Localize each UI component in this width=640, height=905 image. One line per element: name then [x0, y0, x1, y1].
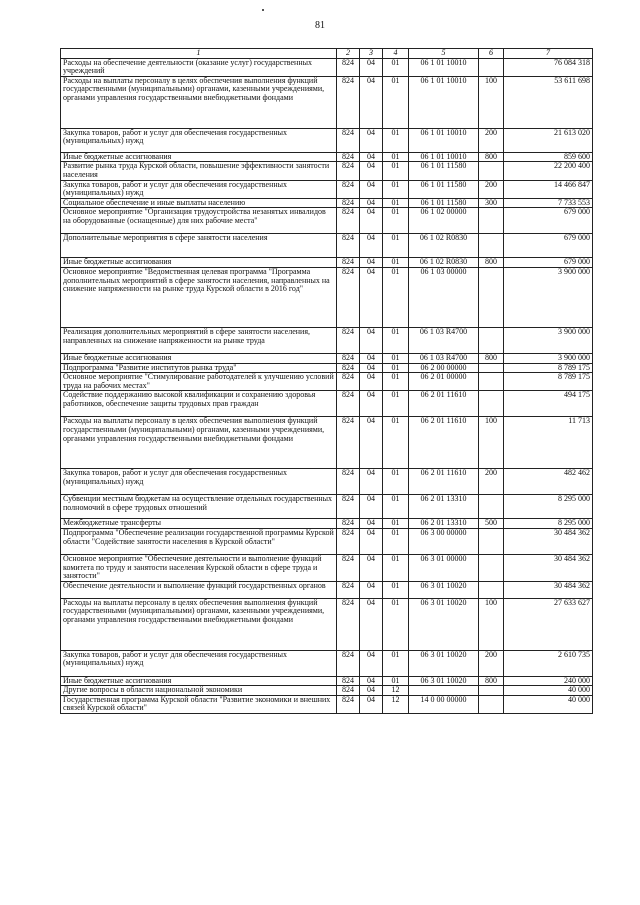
- row-description: Основное мероприятие "Ведомственная целевая программа "Программа дополнительных мероприятий в сфере занятости населения, направленных на снижение напряженности на рынке труда Курской области в 2016 год": [61, 267, 337, 327]
- row-code-expense-type: 200: [479, 650, 504, 676]
- row-code-ministry: 824: [337, 373, 360, 391]
- row-code-expense-type: [479, 208, 504, 234]
- table-row: [61, 391, 593, 417]
- table-row: [61, 495, 593, 519]
- row-code-expense-type: 200: [479, 128, 504, 152]
- row-code-ministry: 824: [337, 363, 360, 373]
- row-code-ministry: 824: [337, 162, 360, 180]
- row-amount: 30 484 362: [504, 528, 593, 554]
- row-description: Дополнительные мероприятия в сфере занятости населения: [61, 234, 337, 258]
- row-code-ministry: 824: [337, 598, 360, 650]
- row-code-subsection: 01: [383, 152, 409, 162]
- row-code-expense-type: [479, 363, 504, 373]
- row-amount: 14 466 847: [504, 180, 593, 198]
- row-code-ministry: 824: [337, 353, 360, 363]
- row-code-subsection: 01: [383, 327, 409, 353]
- table-row: [61, 695, 593, 713]
- row-code-ministry: 824: [337, 267, 360, 327]
- row-code-subsection: 01: [383, 76, 409, 128]
- row-code-target-article: 06 1 02 R0830: [409, 258, 479, 268]
- row-code-target-article: [409, 686, 479, 696]
- row-code-section: 04: [360, 267, 383, 327]
- table-row: [61, 58, 593, 76]
- column-header: 6: [479, 49, 504, 59]
- row-description: Другие вопросы в области национальной экономики: [61, 686, 337, 696]
- row-code-expense-type: [479, 234, 504, 258]
- row-code-target-article: 06 1 01 10010: [409, 58, 479, 76]
- row-code-section: 04: [360, 76, 383, 128]
- row-code-section: 04: [360, 258, 383, 268]
- row-code-section: 04: [360, 695, 383, 713]
- row-code-expense-type: [479, 58, 504, 76]
- row-description: Реализация дополнительных мероприятий в сфере занятости населения, направленных на снижение напряженности на рынке труда: [61, 327, 337, 353]
- row-code-target-article: 06 2 01 11610: [409, 417, 479, 469]
- row-code-subsection: 01: [383, 363, 409, 373]
- row-code-ministry: 824: [337, 417, 360, 469]
- row-code-target-article: 06 3 01 10020: [409, 581, 479, 598]
- row-code-subsection: 01: [383, 180, 409, 198]
- row-code-expense-type: [479, 581, 504, 598]
- row-code-expense-type: [479, 554, 504, 581]
- row-code-target-article: 06 2 01 11610: [409, 469, 479, 495]
- row-code-section: 04: [360, 417, 383, 469]
- row-code-target-article: 06 1 02 00000: [409, 208, 479, 234]
- row-code-ministry: 824: [337, 152, 360, 162]
- column-header: 3: [360, 49, 383, 59]
- row-amount: 11 713: [504, 417, 593, 469]
- row-code-subsection: 01: [383, 128, 409, 152]
- row-description: Субвенции местным бюджетам на осуществление отдельных государственных полномочий в сфере трудовых отношений: [61, 495, 337, 519]
- row-code-section: 04: [360, 495, 383, 519]
- row-description: Основное мероприятие "Организация трудоустройства незанятых инвалидов на оборудованные (оснащенные) для них рабочие места": [61, 208, 337, 234]
- row-code-target-article: 06 1 02 R0830: [409, 234, 479, 258]
- row-code-expense-type: 100: [479, 76, 504, 128]
- row-code-subsection: 01: [383, 417, 409, 469]
- row-code-section: 04: [360, 327, 383, 353]
- row-code-target-article: 06 3 00 00000: [409, 528, 479, 554]
- row-code-section: 04: [360, 686, 383, 696]
- row-code-target-article: 06 2 01 00000: [409, 373, 479, 391]
- row-code-ministry: 824: [337, 495, 360, 519]
- row-description: Развитие рынка труда Курской области, повышение эффективности занятости населения: [61, 162, 337, 180]
- row-code-ministry: 824: [337, 581, 360, 598]
- row-code-target-article: 06 1 03 R4700: [409, 353, 479, 363]
- row-code-section: 04: [360, 650, 383, 676]
- row-code-subsection: 01: [383, 208, 409, 234]
- row-amount: 40 000: [504, 686, 593, 696]
- row-code-section: 04: [360, 519, 383, 529]
- column-header: 5: [409, 49, 479, 59]
- row-code-target-article: 06 1 03 R4700: [409, 327, 479, 353]
- table-row: [61, 180, 593, 198]
- row-code-expense-type: 300: [479, 198, 504, 208]
- row-code-section: 04: [360, 152, 383, 162]
- row-code-ministry: 824: [337, 686, 360, 696]
- page-number: 81: [315, 20, 325, 31]
- row-code-target-article: 06 1 01 11580: [409, 180, 479, 198]
- row-amount: 7 733 553: [504, 198, 593, 208]
- row-code-expense-type: [479, 695, 504, 713]
- row-code-subsection: 01: [383, 676, 409, 686]
- table-row: [61, 469, 593, 495]
- table-header-row: [61, 49, 593, 59]
- row-code-ministry: 824: [337, 180, 360, 198]
- row-description: Содействие поддержанию высокой квалификации и сохранению здоровья работников, обеспечение защиты трудовых прав граждан: [61, 391, 337, 417]
- row-code-ministry: 824: [337, 554, 360, 581]
- table-body: [61, 58, 593, 713]
- row-code-expense-type: [479, 686, 504, 696]
- row-description: Расходы на выплаты персоналу в целях обеспечения выполнения функций государственными (муниципальными) органами, казенными учреждениями, органами управления государственными внебюджетными фондами: [61, 76, 337, 128]
- row-code-section: 04: [360, 554, 383, 581]
- row-code-ministry: 824: [337, 528, 360, 554]
- table-row: [61, 267, 593, 327]
- row-code-subsection: 01: [383, 650, 409, 676]
- row-code-subsection: 01: [383, 581, 409, 598]
- row-code-section: 04: [360, 581, 383, 598]
- table-row: [61, 208, 593, 234]
- row-code-section: 04: [360, 180, 383, 198]
- row-description: Расходы на выплаты персоналу в целях обеспечения выполнения функций государственными (муниципальными) органами, казенными учреждениями, органами управления государственными внебюджетными фондами: [61, 417, 337, 469]
- row-amount: 3 900 000: [504, 353, 593, 363]
- row-amount: 482 462: [504, 469, 593, 495]
- table-row: [61, 363, 593, 373]
- row-code-ministry: 824: [337, 58, 360, 76]
- row-code-subsection: 01: [383, 469, 409, 495]
- row-code-expense-type: 800: [479, 258, 504, 268]
- row-description: Иные бюджетные ассигнования: [61, 152, 337, 162]
- row-code-subsection: 01: [383, 528, 409, 554]
- row-code-expense-type: 800: [479, 676, 504, 686]
- table-row: [61, 686, 593, 696]
- table-row: [61, 598, 593, 650]
- row-code-section: 04: [360, 198, 383, 208]
- row-description: Подпрограмма "Обеспечение реализации государственной программы Курской области "Содействие занятости населения в Курской области": [61, 528, 337, 554]
- row-code-ministry: 824: [337, 391, 360, 417]
- row-amount: 679 000: [504, 234, 593, 258]
- row-code-expense-type: [479, 391, 504, 417]
- table-row: [61, 327, 593, 353]
- row-description: Иные бюджетные ассигнования: [61, 258, 337, 268]
- row-code-target-article: 06 3 01 00000: [409, 554, 479, 581]
- row-code-ministry: 824: [337, 128, 360, 152]
- row-code-subsection: 01: [383, 353, 409, 363]
- row-code-subsection: 01: [383, 495, 409, 519]
- row-amount: 8 295 000: [504, 519, 593, 529]
- row-code-expense-type: 500: [479, 519, 504, 529]
- table-row: [61, 676, 593, 686]
- row-description: Иные бюджетные ассигнования: [61, 676, 337, 686]
- column-header: 4: [383, 49, 409, 59]
- row-code-ministry: 824: [337, 198, 360, 208]
- row-code-subsection: 01: [383, 234, 409, 258]
- row-amount: 3 900 000: [504, 327, 593, 353]
- table-row: [61, 650, 593, 676]
- row-code-target-article: 06 1 01 10010: [409, 76, 479, 128]
- budget-table: [60, 48, 593, 714]
- row-code-section: 04: [360, 58, 383, 76]
- row-code-expense-type: 800: [479, 152, 504, 162]
- row-code-ministry: 824: [337, 327, 360, 353]
- table-row: [61, 554, 593, 581]
- row-amount: 3 900 000: [504, 267, 593, 327]
- row-description: Основное мероприятие "Стимулирование работодателей к улучшению условий труда на рабочих местах": [61, 373, 337, 391]
- row-description: Расходы на обеспечение деятельности (оказание услуг) государственных учреждений: [61, 58, 337, 76]
- row-description: Закупка товаров, работ и услуг для обеспечения государственных (муниципальных) нужд: [61, 469, 337, 495]
- row-description: Иные бюджетные ассигнования: [61, 353, 337, 363]
- row-amount: 2 610 735: [504, 650, 593, 676]
- row-code-expense-type: 100: [479, 598, 504, 650]
- row-amount: 494 175: [504, 391, 593, 417]
- row-code-subsection: 01: [383, 162, 409, 180]
- row-code-ministry: 824: [337, 519, 360, 529]
- row-code-target-article: 06 2 00 00000: [409, 363, 479, 373]
- table-row: [61, 581, 593, 598]
- row-code-expense-type: 100: [479, 417, 504, 469]
- row-code-expense-type: [479, 495, 504, 519]
- row-code-target-article: 06 2 01 11610: [409, 391, 479, 417]
- row-amount: 859 600: [504, 152, 593, 162]
- row-amount: 40 000: [504, 695, 593, 713]
- row-amount: 679 000: [504, 208, 593, 234]
- row-description: Расходы на выплаты персоналу в целях обеспечения выполнения функций государственными (муниципальными) органами, казенными учреждениями, органами управления государственными внебюджетными фондами: [61, 598, 337, 650]
- row-code-target-article: 06 1 01 10010: [409, 128, 479, 152]
- row-amount: 22 200 400: [504, 162, 593, 180]
- table-row: [61, 417, 593, 469]
- row-amount: 8 789 175: [504, 373, 593, 391]
- row-description: Подпрограмма "Развитие институтов рынка труда": [61, 363, 337, 373]
- table-row: [61, 234, 593, 258]
- row-code-section: 04: [360, 391, 383, 417]
- row-code-target-article: 06 1 01 10010: [409, 152, 479, 162]
- row-amount: 679 000: [504, 258, 593, 268]
- table-row: [61, 128, 593, 152]
- table-row: [61, 258, 593, 268]
- row-code-section: 04: [360, 676, 383, 686]
- row-code-subsection: 01: [383, 598, 409, 650]
- column-header: 1: [61, 49, 337, 59]
- row-code-section: 04: [360, 363, 383, 373]
- row-code-target-article: 06 2 01 13310: [409, 519, 479, 529]
- row-amount: 240 000: [504, 676, 593, 686]
- row-code-ministry: 824: [337, 258, 360, 268]
- scan-speck: [262, 9, 264, 11]
- row-code-subsection: 01: [383, 267, 409, 327]
- row-amount: 30 484 362: [504, 554, 593, 581]
- row-code-target-article: 06 1 01 11580: [409, 198, 479, 208]
- row-code-ministry: 824: [337, 76, 360, 128]
- row-description: Государственная программа Курской области "Развитие экономики и внешних связей Курской области": [61, 695, 337, 713]
- row-code-expense-type: 800: [479, 353, 504, 363]
- column-header: 7: [504, 49, 593, 59]
- table-row: [61, 152, 593, 162]
- row-code-section: 04: [360, 162, 383, 180]
- table-row: [61, 519, 593, 529]
- row-code-subsection: 12: [383, 686, 409, 696]
- table-row: [61, 198, 593, 208]
- column-header: 2: [337, 49, 360, 59]
- row-code-ministry: 824: [337, 234, 360, 258]
- row-code-expense-type: [479, 267, 504, 327]
- row-amount: 53 611 698: [504, 76, 593, 128]
- row-code-ministry: 824: [337, 208, 360, 234]
- row-code-subsection: 01: [383, 554, 409, 581]
- row-code-section: 04: [360, 528, 383, 554]
- row-code-ministry: 824: [337, 695, 360, 713]
- row-code-subsection: 01: [383, 373, 409, 391]
- table-row: [61, 528, 593, 554]
- row-description: Закупка товаров, работ и услуг для обеспечения государственных (муниципальных) нужд: [61, 180, 337, 198]
- row-code-section: 04: [360, 373, 383, 391]
- row-description: Основное мероприятие "Обеспечение деятельности и выполнение функций комитета по труду и занятости населения Курской области в сфере труда и занятости": [61, 554, 337, 581]
- row-code-target-article: 06 2 01 13310: [409, 495, 479, 519]
- row-amount: 21 613 020: [504, 128, 593, 152]
- row-code-target-article: 06 3 01 10020: [409, 598, 479, 650]
- row-code-subsection: 01: [383, 58, 409, 76]
- row-code-section: 04: [360, 128, 383, 152]
- row-code-ministry: 824: [337, 676, 360, 686]
- row-code-expense-type: 200: [479, 180, 504, 198]
- row-description: Межбюджетные трансферты: [61, 519, 337, 529]
- row-code-expense-type: [479, 162, 504, 180]
- row-code-section: 04: [360, 234, 383, 258]
- row-amount: 8 295 000: [504, 495, 593, 519]
- row-amount: 27 633 627: [504, 598, 593, 650]
- row-code-subsection: 01: [383, 258, 409, 268]
- row-amount: 30 484 362: [504, 581, 593, 598]
- row-code-expense-type: [479, 327, 504, 353]
- row-description: Закупка товаров, работ и услуг для обеспечения государственных (муниципальных) нужд: [61, 128, 337, 152]
- row-code-section: 04: [360, 469, 383, 495]
- row-description: Обеспечение деятельности и выполнение функций государственных органов: [61, 581, 337, 598]
- row-code-expense-type: 200: [479, 469, 504, 495]
- table-row: [61, 76, 593, 128]
- row-code-section: 04: [360, 208, 383, 234]
- row-amount: 8 789 175: [504, 363, 593, 373]
- row-code-expense-type: [479, 373, 504, 391]
- row-code-target-article: 06 3 01 10020: [409, 676, 479, 686]
- row-code-expense-type: [479, 528, 504, 554]
- row-code-subsection: 01: [383, 391, 409, 417]
- row-code-section: 04: [360, 353, 383, 363]
- row-code-ministry: 824: [337, 650, 360, 676]
- row-code-subsection: 01: [383, 198, 409, 208]
- table-row: [61, 353, 593, 363]
- table-row: [61, 162, 593, 180]
- row-code-subsection: 12: [383, 695, 409, 713]
- table-row: [61, 373, 593, 391]
- row-description: Социальное обеспечение и иные выплаты населению: [61, 198, 337, 208]
- row-code-ministry: 824: [337, 469, 360, 495]
- row-description: Закупка товаров, работ и услуг для обеспечения государственных (муниципальных) нужд: [61, 650, 337, 676]
- row-code-target-article: 06 1 01 11580: [409, 162, 479, 180]
- row-code-subsection: 01: [383, 519, 409, 529]
- row-code-target-article: 06 3 01 10020: [409, 650, 479, 676]
- row-code-target-article: 14 0 00 00000: [409, 695, 479, 713]
- row-code-target-article: 06 1 03 00000: [409, 267, 479, 327]
- row-code-section: 04: [360, 598, 383, 650]
- row-amount: 76 084 318: [504, 58, 593, 76]
